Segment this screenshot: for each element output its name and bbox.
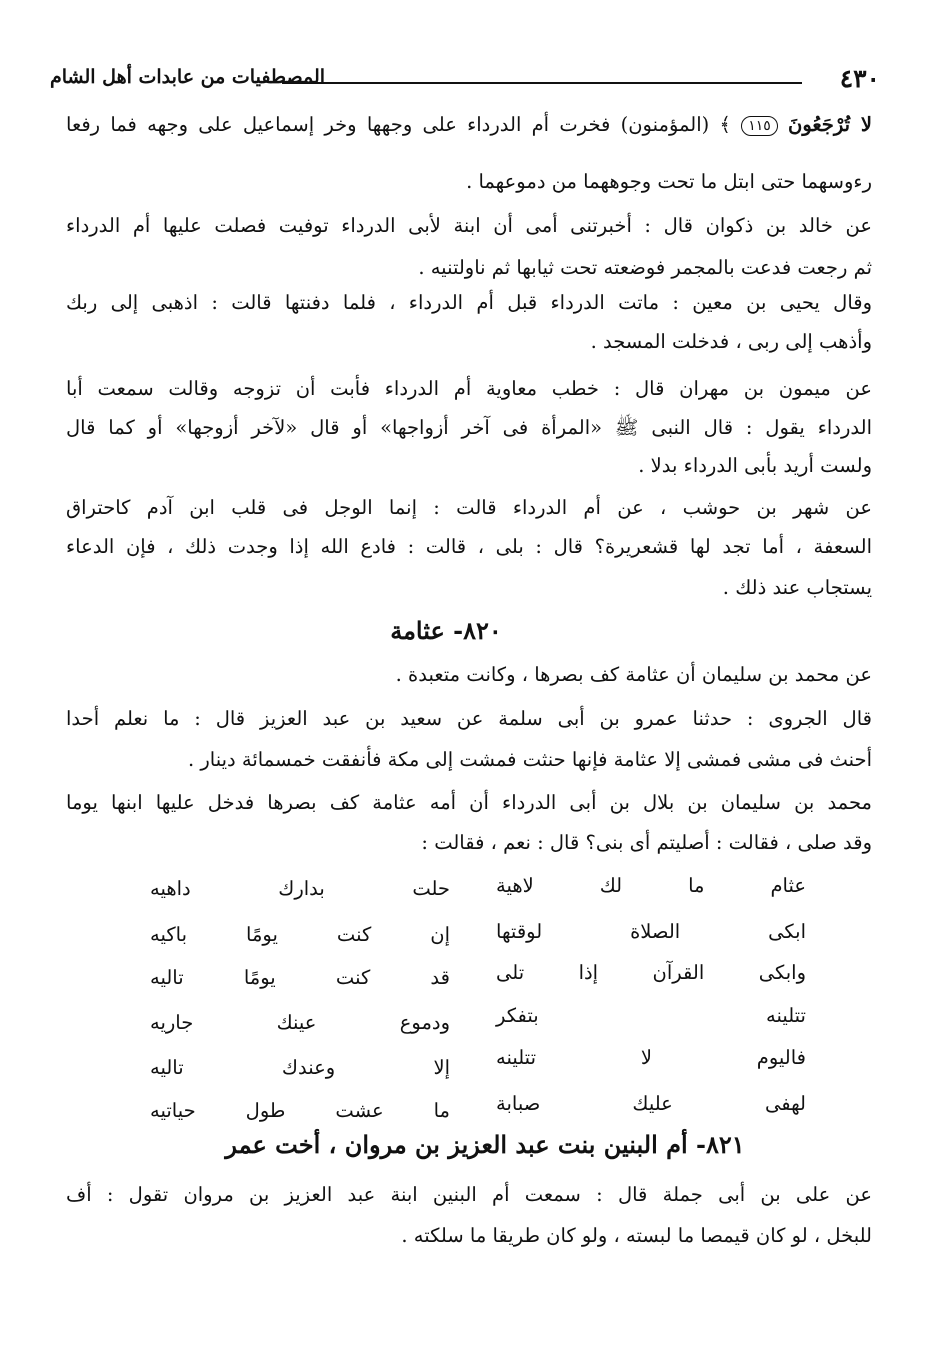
verse-2-first-hemistich: ابكى الصلاة لوقتها: [496, 920, 806, 943]
verse-2-second-hemistich: إن كنت يومًا باكيه: [150, 923, 450, 946]
para5-line3: يستجاب عند ذلك .: [722, 576, 872, 599]
para1-line1-text: ﴾ (المؤمنون) فخرت أم الدرداء على وجهها وخر إسماعيل على وجهه فما رفعا: [66, 113, 731, 136]
para5-line1: عن شهر بن حوشب ، عن أم الدرداء قالت : إنما الوجل فى قلب ابن آدم كاحتراق: [66, 496, 872, 519]
section820-para2-line1: قال الجروى : حدثنا عمرو بن أبى سلمة عن سعيد بن عبد العزيز قال : ما نعلم أحدا: [66, 707, 872, 730]
verse-6-first-hemistich: لهفى عليك صبابة: [496, 1092, 806, 1115]
section-heading-821: ٨٢١- أم البنين بنت عبد العزيز بن مروان ، أخت عمر: [225, 1130, 745, 1159]
para5-line2: السعفة ، أما تجد لها قشعريرة؟ قال : بلى ، قالت : فادع الله إذا وجدت ذلك ، فإن الدعاء: [66, 535, 872, 558]
section821-line2: للبخل ، لو كان قيمصا ما لبسته ، ولو كان طريقا ما سلكته .: [401, 1224, 872, 1247]
para4-line3: ولست أريد بأبى الدرداء بدلا .: [638, 454, 872, 477]
section820-para2-line2: أحنث فى مشى فمشى إلا عثامة فإنها حنثت فمشت إلى مكة فأنفقت خمسمائة دينار .: [187, 748, 872, 771]
running-header: [50, 64, 880, 108]
para3-line2: وأذهب إلى ربى ، فدخلت المسجد .: [590, 330, 872, 353]
verse-3-first-hemistich: وابكى القرآن إذا تلى: [496, 961, 806, 984]
section820-para1: عن محمد بن سليمان أن عثامة كف بصرها ، وكانت متعبدة .: [395, 663, 872, 686]
section820-para3-line2: وقد صلى ، فقالت : أصليتم أى بنى؟ قال : نعم ، فقالت :: [421, 831, 872, 854]
page-number: ٤٣٠: [839, 64, 880, 93]
para3-line1: وقال يحيى بن معين : ماتت الدرداء قبل أم الدرداء ، فلما دفنتها قالت : اذهبى إلى ربك: [66, 291, 872, 314]
para4-line2: الدرداء يقول : قال النبى ﷺ «المرأة فى آخر أزواجها» أو قال «لآخر أزوجها» أو كما قال: [66, 416, 872, 439]
quran-verse-end: لا تُرْجَعُونَ: [788, 113, 872, 136]
para1-line2: رءوسهما حتى ابتل ما تحت وجوههما من دموعهما .: [466, 170, 872, 193]
header-rule: [282, 82, 802, 84]
section-heading-820: ٨٢٠- عثامة: [390, 616, 502, 645]
verse-5-first-hemistich: فاليوم لا تتلينه: [496, 1046, 806, 1069]
section821-line1: عن على بن أبى جملة قال : سمعت أم البنين ابنة عبد العزيز بن مروان تقول : أف: [66, 1183, 872, 1206]
verse-1-first-hemistich: عثام ما لك لاهية: [496, 874, 806, 897]
para4-line1: عن ميمون بن مهران قال : خطب معاوية أم الدرداء فأبت أن تزوجه وقالت سمعت أبا: [66, 377, 872, 400]
verse-1-second-hemistich: حلت بدارك داهيه: [150, 877, 450, 900]
verse-4-first-hemistich: تتلينه بتفكر: [496, 1004, 806, 1027]
running-title: المصطفيات من عابدات أهل الشام: [50, 66, 326, 88]
verse-4-second-hemistich: ودموع عينك جاريه: [150, 1011, 450, 1034]
verse-6-second-hemistich: ما عشت طول حياتيه: [150, 1099, 450, 1122]
verse-3-second-hemistich: قد كنت يومًا تاليه: [150, 966, 450, 989]
para2-line1: عن خالد بن ذكوان قال : أخبرتنى أمى أن ابنة لأبى الدرداء توفيت فصلت عليها أم الدرداء: [66, 214, 872, 237]
ayah-number-badge: ١١٥: [741, 116, 778, 136]
para2-line2: ثم رجعت فدعت بالمجمر فوضعته تحت ثيابها ثم ناولتنيه .: [418, 256, 872, 279]
section820-para3-line1: محمد بن سليمان بن بلال بن أبى الدرداء أن أمه عثامة كف بصرها فدخل عليها ابنها يوما: [66, 791, 872, 814]
para1-line1: [66, 110, 872, 140]
verse-5-second-hemistich: إلا وعندك تاليه: [150, 1056, 450, 1079]
